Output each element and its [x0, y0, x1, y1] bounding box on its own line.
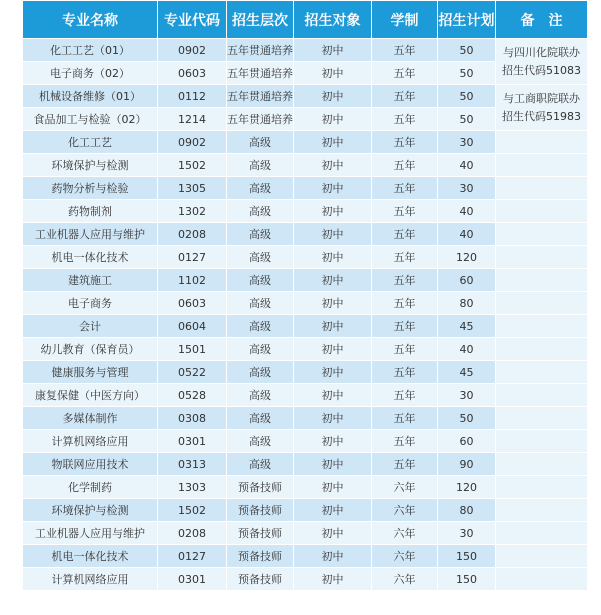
remarks-cell-empty [496, 407, 588, 430]
major-code-cell: 1305 [158, 177, 227, 200]
duration-cell: 五年 [372, 246, 438, 269]
major-code-cell: 1214 [158, 108, 227, 131]
major-code-cell: 0301 [158, 430, 227, 453]
table-row [23, 269, 588, 292]
remarks-cell-empty [496, 430, 588, 453]
level-cell: 高级 [227, 154, 294, 177]
level-cell: 五年贯通培养 [227, 85, 294, 108]
level-cell: 预备技师 [227, 499, 294, 522]
table-row [23, 453, 588, 476]
header-major-name: 专业名称 [23, 1, 158, 39]
major-code-cell: 0301 [158, 568, 227, 591]
level-cell: 高级 [227, 338, 294, 361]
table-row [23, 315, 588, 338]
table-row [23, 361, 588, 384]
major-code-cell: 0603 [158, 292, 227, 315]
table-row [23, 407, 588, 430]
remarks-cell-empty [496, 200, 588, 223]
major-code-cell: 1102 [158, 269, 227, 292]
major-code-cell: 0308 [158, 407, 227, 430]
remarks-cell-empty [496, 223, 588, 246]
major-name-cell: 计算机网络应用 [23, 568, 158, 591]
target-cell: 初中 [294, 223, 372, 246]
plan-cell: 80 [438, 292, 496, 315]
table-header-row [23, 1, 588, 39]
target-cell: 初中 [294, 269, 372, 292]
major-code-cell: 1302 [158, 200, 227, 223]
remarks-cell: 与四川化院联办 招生代码51083 [496, 39, 588, 85]
enrollment-table [22, 0, 588, 591]
remarks-cell-empty [496, 545, 588, 568]
level-cell: 预备技师 [227, 476, 294, 499]
table-row [23, 338, 588, 361]
major-name-cell: 机电一体化技术 [23, 545, 158, 568]
major-name-cell: 药物分析与检验 [23, 177, 158, 200]
duration-cell: 五年 [372, 108, 438, 131]
major-name-cell: 化学制药 [23, 476, 158, 499]
duration-cell: 六年 [372, 545, 438, 568]
duration-cell: 五年 [372, 315, 438, 338]
major-name-cell: 工业机器人应用与维护 [23, 223, 158, 246]
table-row [23, 39, 588, 62]
plan-cell: 50 [438, 62, 496, 85]
level-cell: 高级 [227, 200, 294, 223]
plan-cell: 45 [438, 315, 496, 338]
level-cell: 高级 [227, 361, 294, 384]
major-name-cell: 健康服务与管理 [23, 361, 158, 384]
major-name-cell: 工业机器人应用与维护 [23, 522, 158, 545]
major-name-cell: 多媒体制作 [23, 407, 158, 430]
remarks-cell-empty [496, 131, 588, 154]
level-cell: 高级 [227, 223, 294, 246]
level-cell: 五年贯通培养 [227, 108, 294, 131]
level-cell: 高级 [227, 384, 294, 407]
duration-cell: 六年 [372, 476, 438, 499]
major-name-cell: 物联网应用技术 [23, 453, 158, 476]
duration-cell: 五年 [372, 200, 438, 223]
target-cell: 初中 [294, 453, 372, 476]
plan-cell: 150 [438, 545, 496, 568]
plan-cell: 80 [438, 499, 496, 522]
major-code-cell: 0902 [158, 39, 227, 62]
plan-cell: 50 [438, 108, 496, 131]
target-cell: 初中 [294, 407, 372, 430]
major-code-cell: 0522 [158, 361, 227, 384]
table-row [23, 568, 588, 591]
target-cell: 初中 [294, 315, 372, 338]
target-cell: 初中 [294, 384, 372, 407]
target-cell: 初中 [294, 338, 372, 361]
plan-cell: 60 [438, 269, 496, 292]
duration-cell: 五年 [372, 430, 438, 453]
major-code-cell: 1501 [158, 338, 227, 361]
enrollment-table-container [22, 0, 587, 615]
table-row [23, 430, 588, 453]
remarks-cell-empty [496, 453, 588, 476]
remarks-cell-empty [496, 476, 588, 499]
remarks-cell-empty [496, 499, 588, 522]
major-code-cell: 0208 [158, 223, 227, 246]
level-cell: 预备技师 [227, 545, 294, 568]
duration-cell: 五年 [372, 338, 438, 361]
table-row [23, 476, 588, 499]
target-cell: 初中 [294, 292, 372, 315]
level-cell: 高级 [227, 292, 294, 315]
remarks-cell-empty [496, 522, 588, 545]
plan-cell: 30 [438, 522, 496, 545]
duration-cell: 六年 [372, 568, 438, 591]
remarks-cell-empty [496, 269, 588, 292]
table-body [23, 39, 588, 591]
level-cell: 五年贯通培养 [227, 39, 294, 62]
plan-cell: 90 [438, 453, 496, 476]
table-row [23, 177, 588, 200]
major-code-cell: 0127 [158, 545, 227, 568]
table-row [23, 223, 588, 246]
major-code-cell: 1502 [158, 499, 227, 522]
major-name-cell: 药物制剂 [23, 200, 158, 223]
major-code-cell: 0313 [158, 453, 227, 476]
level-cell: 预备技师 [227, 568, 294, 591]
target-cell: 初中 [294, 108, 372, 131]
major-name-cell: 电子商务 [23, 292, 158, 315]
header-target: 招生对象 [294, 1, 372, 39]
plan-cell: 50 [438, 407, 496, 430]
plan-cell: 40 [438, 223, 496, 246]
table-row [23, 154, 588, 177]
header-major-code: 专业代码 [158, 1, 227, 39]
duration-cell: 五年 [372, 453, 438, 476]
plan-cell: 40 [438, 200, 496, 223]
major-code-cell: 0528 [158, 384, 227, 407]
remarks-cell-empty [496, 154, 588, 177]
level-cell: 高级 [227, 407, 294, 430]
remarks-cell-empty [496, 177, 588, 200]
remarks-cell-empty [496, 338, 588, 361]
target-cell: 初中 [294, 361, 372, 384]
level-cell: 高级 [227, 177, 294, 200]
header-level: 招生层次 [227, 1, 294, 39]
table-row [23, 246, 588, 269]
target-cell: 初中 [294, 177, 372, 200]
duration-cell: 五年 [372, 62, 438, 85]
major-name-cell: 康复保健（中医方向） [23, 384, 158, 407]
level-cell: 高级 [227, 430, 294, 453]
table-row [23, 131, 588, 154]
plan-cell: 50 [438, 85, 496, 108]
remarks-cell: 与工商职院联办 招生代码51983 [496, 85, 588, 131]
plan-cell: 40 [438, 154, 496, 177]
major-name-cell: 会计 [23, 315, 158, 338]
target-cell: 初中 [294, 39, 372, 62]
target-cell: 初中 [294, 62, 372, 85]
remarks-cell-empty [496, 361, 588, 384]
table-row [23, 545, 588, 568]
plan-cell: 50 [438, 39, 496, 62]
major-code-cell: 0208 [158, 522, 227, 545]
duration-cell: 五年 [372, 154, 438, 177]
plan-cell: 30 [438, 131, 496, 154]
header-duration: 学制 [372, 1, 438, 39]
remarks-cell-empty [496, 315, 588, 338]
major-code-cell: 0112 [158, 85, 227, 108]
level-cell: 五年贯通培养 [227, 62, 294, 85]
table-row [23, 522, 588, 545]
level-cell: 高级 [227, 453, 294, 476]
plan-cell: 150 [438, 568, 496, 591]
duration-cell: 五年 [372, 131, 438, 154]
duration-cell: 五年 [372, 269, 438, 292]
major-name-cell: 环境保护与检测 [23, 499, 158, 522]
plan-cell: 120 [438, 476, 496, 499]
major-name-cell: 化工工艺（01） [23, 39, 158, 62]
major-name-cell: 建筑施工 [23, 269, 158, 292]
major-name-cell: 食品加工与检验（02） [23, 108, 158, 131]
major-code-cell: 0127 [158, 246, 227, 269]
target-cell: 初中 [294, 85, 372, 108]
table-row [23, 384, 588, 407]
table-row [23, 200, 588, 223]
major-code-cell: 1303 [158, 476, 227, 499]
target-cell: 初中 [294, 246, 372, 269]
major-name-cell: 幼儿教育（保育员） [23, 338, 158, 361]
major-name-cell: 电子商务（02） [23, 62, 158, 85]
level-cell: 高级 [227, 269, 294, 292]
major-name-cell: 机电一体化技术 [23, 246, 158, 269]
major-code-cell: 0902 [158, 131, 227, 154]
target-cell: 初中 [294, 131, 372, 154]
target-cell: 初中 [294, 568, 372, 591]
target-cell: 初中 [294, 499, 372, 522]
duration-cell: 五年 [372, 361, 438, 384]
level-cell: 高级 [227, 131, 294, 154]
target-cell: 初中 [294, 476, 372, 499]
plan-cell: 40 [438, 338, 496, 361]
target-cell: 初中 [294, 545, 372, 568]
target-cell: 初中 [294, 430, 372, 453]
target-cell: 初中 [294, 154, 372, 177]
plan-cell: 60 [438, 430, 496, 453]
remarks-cell-empty [496, 384, 588, 407]
major-name-cell: 化工工艺 [23, 131, 158, 154]
major-name-cell: 机械设备维修（01） [23, 85, 158, 108]
table-row [23, 292, 588, 315]
duration-cell: 五年 [372, 407, 438, 430]
table-row [23, 499, 588, 522]
plan-cell: 30 [438, 177, 496, 200]
duration-cell: 五年 [372, 223, 438, 246]
duration-cell: 五年 [372, 384, 438, 407]
duration-cell: 五年 [372, 292, 438, 315]
target-cell: 初中 [294, 522, 372, 545]
major-name-cell: 环境保护与检测 [23, 154, 158, 177]
target-cell: 初中 [294, 200, 372, 223]
header-remarks: 备 注 [496, 1, 588, 39]
plan-cell: 120 [438, 246, 496, 269]
major-code-cell: 1502 [158, 154, 227, 177]
table-row [23, 85, 588, 108]
remarks-cell-empty [496, 246, 588, 269]
duration-cell: 五年 [372, 85, 438, 108]
duration-cell: 五年 [372, 39, 438, 62]
plan-cell: 45 [438, 361, 496, 384]
remarks-cell-empty [496, 292, 588, 315]
level-cell: 预备技师 [227, 522, 294, 545]
remarks-cell-empty [496, 568, 588, 591]
duration-cell: 六年 [372, 499, 438, 522]
duration-cell: 六年 [372, 522, 438, 545]
major-code-cell: 0603 [158, 62, 227, 85]
plan-cell: 30 [438, 384, 496, 407]
level-cell: 高级 [227, 315, 294, 338]
major-code-cell: 0604 [158, 315, 227, 338]
duration-cell: 五年 [372, 177, 438, 200]
major-name-cell: 计算机网络应用 [23, 430, 158, 453]
level-cell: 高级 [227, 246, 294, 269]
header-plan: 招生计划 [438, 1, 496, 39]
